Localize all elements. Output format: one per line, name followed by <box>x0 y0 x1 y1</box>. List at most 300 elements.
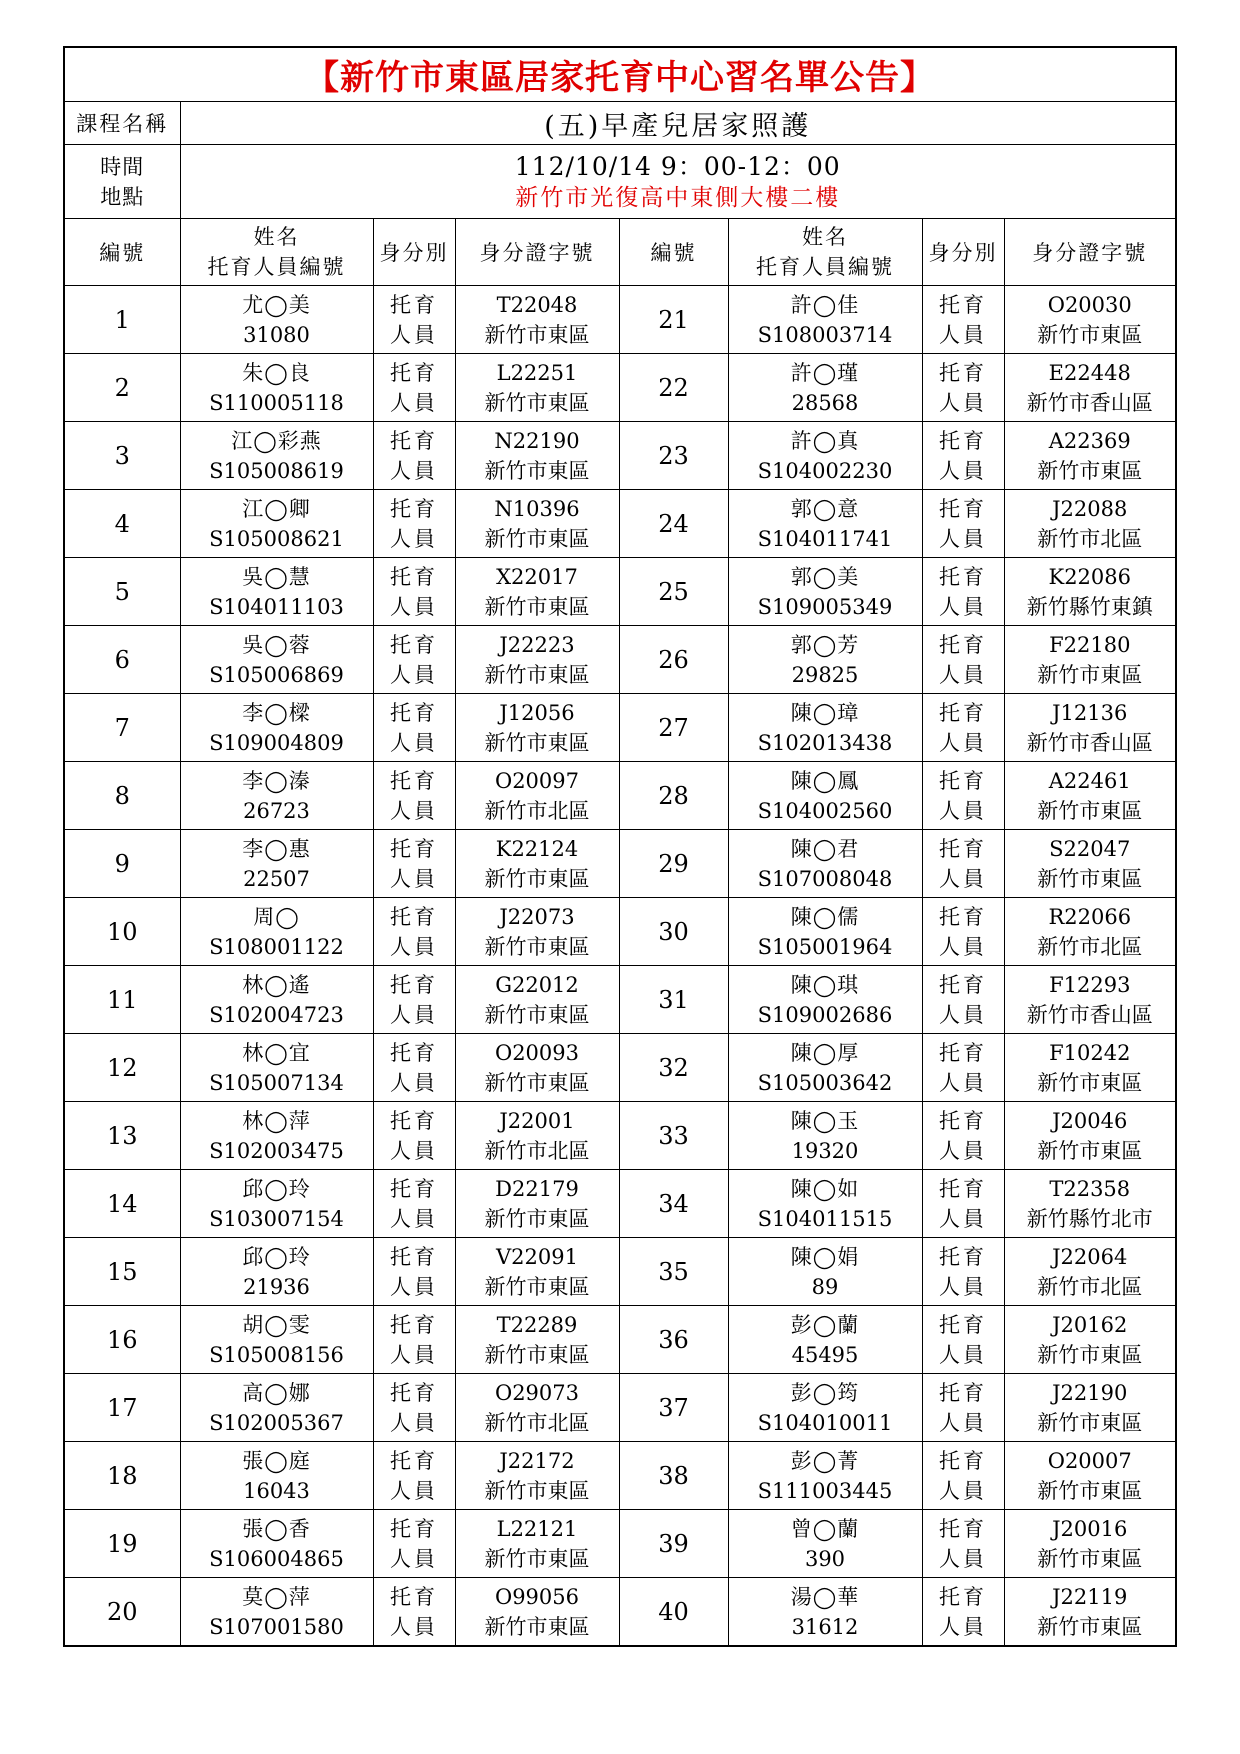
identity-role <box>373 1306 455 1374</box>
caregiver-name-and-code <box>180 286 373 354</box>
role-line-2: 人員 <box>939 662 987 687</box>
time-label: 時間 <box>100 154 145 179</box>
caregiver-name: 曾◯蘭 <box>790 1516 860 1541</box>
role-line-1: 托育 <box>390 836 438 861</box>
role-line-2: 人員 <box>390 1614 438 1639</box>
id-and-district <box>1004 1306 1176 1374</box>
role-line-2: 人員 <box>390 1274 438 1299</box>
caregiver-name-and-code <box>728 354 922 422</box>
role-line-1: 托育 <box>939 1244 987 1269</box>
table-row <box>64 1442 1176 1510</box>
role-line-1: 托育 <box>390 1516 438 1541</box>
caregiver-name: 陳◯娟 <box>790 1244 860 1269</box>
table-row <box>64 966 1176 1034</box>
caregiver-name-and-code <box>728 490 922 558</box>
caregiver-code: 29825 <box>791 662 859 687</box>
role-line-1: 托育 <box>390 768 438 793</box>
id-number: J22088 <box>1052 496 1128 521</box>
id-number: J20046 <box>1052 1108 1128 1133</box>
caregiver-name: 江◯彩燕 <box>231 428 322 453</box>
identity-role <box>922 558 1004 626</box>
header-name-line2: 托育人員編號 <box>756 255 894 279</box>
identity-role <box>373 1578 455 1647</box>
role-line-2: 人員 <box>390 458 438 483</box>
role-line-1: 托育 <box>390 1108 438 1133</box>
district: 新竹市香山區 <box>1026 730 1153 755</box>
caregiver-name-and-code <box>728 830 922 898</box>
id-and-district <box>455 1306 619 1374</box>
identity-role <box>922 966 1004 1034</box>
caregiver-code: 16043 <box>243 1478 310 1503</box>
role-line-1: 托育 <box>390 1312 438 1337</box>
header-name <box>180 219 373 286</box>
role-line-1: 托育 <box>390 292 438 317</box>
identity-role <box>922 1170 1004 1238</box>
role-line-1: 托育 <box>390 360 438 385</box>
course-label: 課程名稱 <box>64 102 180 145</box>
identity-role <box>922 1510 1004 1578</box>
id-number: A22461 <box>1048 768 1131 793</box>
caregiver-name: 高◯娜 <box>242 1380 311 1405</box>
role-line-2: 人員 <box>390 526 438 551</box>
role-line-1: 托育 <box>390 632 438 657</box>
identity-role <box>373 558 455 626</box>
caregiver-name-and-code <box>180 1034 373 1102</box>
id-and-district <box>455 898 619 966</box>
caregiver-code: S104010011 <box>757 1410 893 1435</box>
caregiver-name: 林◯萍 <box>242 1108 311 1133</box>
role-line-2: 人員 <box>390 1002 438 1027</box>
id-and-district <box>455 1170 619 1238</box>
district: 新竹市東區 <box>1037 1342 1143 1367</box>
caregiver-name: 尤◯美 <box>242 292 311 317</box>
role-line-2: 人員 <box>939 1614 987 1639</box>
role-line-2: 人員 <box>390 798 438 823</box>
caregiver-name-and-code <box>728 1170 922 1238</box>
identity-role <box>922 354 1004 422</box>
role-line-1: 托育 <box>390 428 438 453</box>
identity-role <box>922 626 1004 694</box>
id-and-district <box>455 762 619 830</box>
role-line-2: 人員 <box>939 1002 987 1027</box>
id-number: O99056 <box>494 1584 580 1609</box>
header-no-right: 編號 <box>619 219 728 286</box>
caregiver-code: S104011103 <box>209 594 344 619</box>
id-number: D22179 <box>495 1176 579 1201</box>
caregiver-name-and-code <box>728 558 922 626</box>
district: 新竹市東區 <box>484 1546 590 1571</box>
role-line-1: 托育 <box>939 972 987 997</box>
role-line-2: 人員 <box>939 1274 987 1299</box>
id-and-district <box>1004 694 1176 762</box>
role-line-1: 托育 <box>390 496 438 521</box>
entry-number: 15 <box>64 1238 180 1306</box>
caregiver-name: 陳◯鳳 <box>790 768 860 793</box>
district: 新竹市東區 <box>484 1070 590 1095</box>
id-number: T22289 <box>496 1312 578 1337</box>
role-line-2: 人員 <box>390 662 438 687</box>
id-number: F10242 <box>1049 1040 1131 1065</box>
role-line-1: 托育 <box>939 836 987 861</box>
caregiver-name: 許◯瑾 <box>790 360 860 385</box>
entry-number: 26 <box>619 626 728 694</box>
identity-role <box>373 1510 455 1578</box>
identity-role <box>922 1306 1004 1374</box>
session-venue: 新竹市光復高中東側大樓二樓 <box>515 184 841 211</box>
caregiver-code: S102004723 <box>209 1002 344 1027</box>
entry-number: 5 <box>64 558 180 626</box>
entry-number: 21 <box>619 286 728 354</box>
caregiver-code: 26723 <box>243 798 310 823</box>
identity-role <box>922 490 1004 558</box>
role-line-2: 人員 <box>939 1342 987 1367</box>
caregiver-code: S109004809 <box>209 730 344 755</box>
district: 新竹市東區 <box>484 1478 590 1503</box>
caregiver-name-and-code <box>728 1578 922 1647</box>
id-number: J22172 <box>499 1448 575 1473</box>
role-line-1: 托育 <box>939 632 987 657</box>
id-and-district <box>455 1578 619 1647</box>
caregiver-code: S109005349 <box>757 594 893 619</box>
caregiver-code: S110005118 <box>209 390 344 415</box>
id-number: T22358 <box>1049 1176 1131 1201</box>
caregiver-name-and-code <box>180 830 373 898</box>
caregiver-name-and-code <box>728 694 922 762</box>
identity-role <box>373 626 455 694</box>
id-number: O20093 <box>494 1040 580 1065</box>
caregiver-name-and-code <box>180 1238 373 1306</box>
district: 新竹市東區 <box>484 526 590 551</box>
session-time: 112/10/14 9：00-12：00 <box>514 151 841 181</box>
id-and-district <box>455 1442 619 1510</box>
caregiver-name: 陳◯玉 <box>790 1108 860 1133</box>
role-line-1: 托育 <box>390 1380 438 1405</box>
entry-number: 27 <box>619 694 728 762</box>
id-number: L22121 <box>496 1516 578 1541</box>
role-line-2: 人員 <box>939 1206 987 1231</box>
role-line-2: 人員 <box>939 1546 987 1571</box>
id-number: J20016 <box>1052 1516 1128 1541</box>
role-line-2: 人員 <box>390 594 438 619</box>
entry-number: 40 <box>619 1578 728 1647</box>
header-no: 編號 <box>64 219 180 286</box>
caregiver-code: S105001964 <box>757 934 893 959</box>
id-number: T22048 <box>496 292 578 317</box>
table-row <box>64 1306 1176 1374</box>
identity-role <box>373 898 455 966</box>
caregiver-name-and-code <box>728 626 922 694</box>
header-name-right <box>728 219 922 286</box>
entry-number: 6 <box>64 626 180 694</box>
role-line-2: 人員 <box>390 866 438 891</box>
role-line-2: 人員 <box>939 1070 987 1095</box>
id-number: J12056 <box>499 700 575 725</box>
entry-number: 30 <box>619 898 728 966</box>
entry-number: 10 <box>64 898 180 966</box>
role-line-1: 托育 <box>390 1176 438 1201</box>
table-row <box>64 1102 1176 1170</box>
id-number: J22223 <box>499 632 575 657</box>
role-line-1: 托育 <box>939 768 987 793</box>
id-number: X22017 <box>496 564 578 589</box>
role-line-2: 人員 <box>390 322 438 347</box>
caregiver-name-and-code <box>728 966 922 1034</box>
caregiver-code: S105003642 <box>757 1070 893 1095</box>
id-and-district <box>455 1238 619 1306</box>
id-and-district <box>455 490 619 558</box>
role-line-1: 托育 <box>390 904 438 929</box>
caregiver-name-and-code <box>728 1034 922 1102</box>
role-line-1: 托育 <box>939 1448 987 1473</box>
caregiver-name: 周◯ <box>253 904 300 929</box>
role-line-1: 托育 <box>390 564 438 589</box>
role-line-2: 人員 <box>939 866 987 891</box>
caregiver-code: 21936 <box>243 1274 310 1299</box>
caregiver-name-and-code <box>728 898 922 966</box>
role-line-1: 托育 <box>939 360 987 385</box>
table-row <box>64 1034 1176 1102</box>
identity-role <box>922 830 1004 898</box>
caregiver-code: S104002560 <box>757 798 893 823</box>
caregiver-name: 吳◯慧 <box>242 564 311 589</box>
attendee-roster-table <box>63 46 1177 1647</box>
entry-number: 11 <box>64 966 180 1034</box>
caregiver-name: 李◯樑 <box>242 700 311 725</box>
caregiver-name-and-code <box>728 422 922 490</box>
caregiver-name: 彭◯菁 <box>790 1448 860 1473</box>
caregiver-name: 李◯惠 <box>242 836 311 861</box>
time-place-label <box>64 145 180 219</box>
table-row <box>64 1578 1176 1647</box>
role-line-2: 人員 <box>939 730 987 755</box>
caregiver-code: 31612 <box>791 1614 859 1639</box>
role-line-1: 托育 <box>390 1584 438 1609</box>
district: 新竹市北區 <box>484 1138 590 1163</box>
table-row <box>64 1170 1176 1238</box>
page-title: 【新竹市東區居家托育中心習名單公告】 <box>64 47 1176 102</box>
entry-number: 12 <box>64 1034 180 1102</box>
caregiver-code: 31080 <box>243 322 310 347</box>
entry-number: 3 <box>64 422 180 490</box>
id-and-district <box>1004 1170 1176 1238</box>
id-and-district <box>1004 1034 1176 1102</box>
header-name-line1: 姓名 <box>253 225 300 249</box>
caregiver-code: S111003445 <box>757 1478 893 1503</box>
caregiver-code: S104011515 <box>757 1206 893 1231</box>
identity-role <box>922 422 1004 490</box>
caregiver-name: 張◯香 <box>242 1516 311 1541</box>
caregiver-name: 吳◯蓉 <box>242 632 311 657</box>
caregiver-name: 李◯溱 <box>242 768 311 793</box>
id-number: O20097 <box>494 768 580 793</box>
id-number: N22190 <box>494 428 580 453</box>
caregiver-name-and-code <box>180 1374 373 1442</box>
entry-number: 34 <box>619 1170 728 1238</box>
id-and-district <box>1004 1510 1176 1578</box>
role-line-2: 人員 <box>939 1138 987 1163</box>
id-and-district <box>1004 830 1176 898</box>
id-number: J12136 <box>1052 700 1128 725</box>
district: 新竹市北區 <box>1037 526 1143 551</box>
table-row <box>64 1374 1176 1442</box>
id-number: O20030 <box>1047 292 1132 317</box>
caregiver-name-and-code <box>728 762 922 830</box>
role-line-2: 人員 <box>939 458 987 483</box>
role-line-2: 人員 <box>939 798 987 823</box>
title-row <box>64 47 1176 102</box>
entry-number: 35 <box>619 1238 728 1306</box>
id-number: K22124 <box>495 836 579 861</box>
identity-role <box>373 694 455 762</box>
identity-role <box>373 422 455 490</box>
identity-role <box>373 830 455 898</box>
entry-number: 31 <box>619 966 728 1034</box>
district: 新竹市北區 <box>484 798 590 823</box>
district: 新竹市東區 <box>484 1342 590 1367</box>
course-name: (五)早產兒居家照護 <box>180 102 1176 145</box>
district: 新竹市東區 <box>484 866 590 891</box>
column-header-row <box>64 219 1176 286</box>
district: 新竹市東區 <box>484 1002 590 1027</box>
id-and-district <box>455 1510 619 1578</box>
entry-number: 32 <box>619 1034 728 1102</box>
caregiver-name-and-code <box>728 1442 922 1510</box>
role-line-2: 人員 <box>390 1070 438 1095</box>
id-number: O20007 <box>1047 1448 1132 1473</box>
id-and-district <box>1004 1374 1176 1442</box>
id-and-district <box>455 354 619 422</box>
id-number: S22047 <box>1049 836 1131 861</box>
caregiver-name: 胡◯雯 <box>242 1312 311 1337</box>
id-and-district <box>1004 898 1176 966</box>
id-number: N10396 <box>494 496 580 521</box>
identity-role <box>922 1238 1004 1306</box>
id-and-district <box>455 422 619 490</box>
id-number: E22448 <box>1048 360 1131 385</box>
caregiver-code: S107001580 <box>209 1614 344 1639</box>
district: 新竹市東區 <box>1037 1478 1143 1503</box>
caregiver-code: S105006869 <box>209 662 344 687</box>
caregiver-name-and-code <box>728 1238 922 1306</box>
caregiver-name: 陳◯儒 <box>790 904 860 929</box>
identity-role <box>922 286 1004 354</box>
id-and-district <box>1004 558 1176 626</box>
id-and-district <box>1004 422 1176 490</box>
id-number: J20162 <box>1052 1312 1128 1337</box>
district: 新竹市北區 <box>1037 1274 1143 1299</box>
caregiver-code: 45495 <box>791 1342 859 1367</box>
caregiver-code: S109002686 <box>757 1002 893 1027</box>
district: 新竹市東區 <box>1037 1070 1143 1095</box>
role-line-2: 人員 <box>939 322 987 347</box>
caregiver-name: 許◯佳 <box>790 292 860 317</box>
entry-number: 19 <box>64 1510 180 1578</box>
caregiver-name-and-code <box>728 286 922 354</box>
header-name-line1: 姓名 <box>802 225 848 249</box>
id-number: G22012 <box>495 972 579 997</box>
entry-number: 20 <box>64 1578 180 1647</box>
role-line-1: 托育 <box>939 1176 987 1201</box>
time-place-row <box>64 145 1176 219</box>
role-line-2: 人員 <box>390 1206 438 1231</box>
id-number: O29073 <box>494 1380 580 1405</box>
caregiver-name: 彭◯蘭 <box>790 1312 860 1337</box>
id-and-district <box>1004 1442 1176 1510</box>
caregiver-name: 江◯卿 <box>242 496 311 521</box>
identity-role <box>922 1374 1004 1442</box>
caregiver-name: 邱◯玲 <box>242 1176 311 1201</box>
caregiver-name: 林◯宜 <box>242 1040 311 1065</box>
id-and-district <box>455 1034 619 1102</box>
district: 新竹市東區 <box>1037 798 1143 823</box>
caregiver-name: 林◯遙 <box>242 972 311 997</box>
caregiver-code: S108003714 <box>757 322 893 347</box>
district: 新竹市東區 <box>484 934 590 959</box>
id-and-district <box>455 626 619 694</box>
district: 新竹市東區 <box>484 730 590 755</box>
district: 新竹市東區 <box>1037 662 1143 687</box>
entry-number: 17 <box>64 1374 180 1442</box>
caregiver-name-and-code <box>180 422 373 490</box>
role-line-1: 托育 <box>939 1040 987 1065</box>
district: 新竹市北區 <box>484 1410 590 1435</box>
district: 新竹市東區 <box>1037 322 1143 347</box>
role-line-1: 托育 <box>390 1244 438 1269</box>
entry-number: 36 <box>619 1306 728 1374</box>
district: 新竹市東區 <box>484 1206 590 1231</box>
role-line-2: 人員 <box>939 390 987 415</box>
id-number: R22066 <box>1048 904 1132 929</box>
district: 新竹縣竹北市 <box>1026 1206 1153 1231</box>
caregiver-code: 89 <box>811 1274 839 1299</box>
role-line-1: 托育 <box>939 496 987 521</box>
identity-role <box>373 286 455 354</box>
role-line-1: 托育 <box>939 564 987 589</box>
role-line-1: 托育 <box>939 292 987 317</box>
caregiver-code: S102013438 <box>757 730 893 755</box>
entry-number: 37 <box>619 1374 728 1442</box>
district: 新竹市香山區 <box>1026 1002 1153 1027</box>
id-and-district <box>455 286 619 354</box>
caregiver-name-and-code <box>180 1578 373 1647</box>
caregiver-name: 陳◯璋 <box>790 700 860 725</box>
entry-number: 38 <box>619 1442 728 1510</box>
id-number: F22180 <box>1049 632 1131 657</box>
id-and-district <box>455 830 619 898</box>
role-line-2: 人員 <box>939 526 987 551</box>
identity-role <box>373 490 455 558</box>
caregiver-code: S102005367 <box>209 1410 344 1435</box>
district: 新竹市北區 <box>1037 934 1143 959</box>
id-and-district <box>455 1102 619 1170</box>
district: 新竹市東區 <box>484 390 590 415</box>
table-row <box>64 830 1176 898</box>
role-line-1: 托育 <box>939 1380 987 1405</box>
id-and-district <box>1004 626 1176 694</box>
district: 新竹市東區 <box>484 662 590 687</box>
table-row <box>64 1238 1176 1306</box>
entry-number: 14 <box>64 1170 180 1238</box>
role-line-1: 托育 <box>939 1312 987 1337</box>
caregiver-name-and-code <box>180 1170 373 1238</box>
role-line-2: 人員 <box>390 1138 438 1163</box>
caregiver-name: 陳◯琪 <box>790 972 860 997</box>
role-line-1: 托育 <box>390 1040 438 1065</box>
entry-number: 18 <box>64 1442 180 1510</box>
entry-number: 16 <box>64 1306 180 1374</box>
entry-number: 22 <box>619 354 728 422</box>
identity-role <box>373 762 455 830</box>
